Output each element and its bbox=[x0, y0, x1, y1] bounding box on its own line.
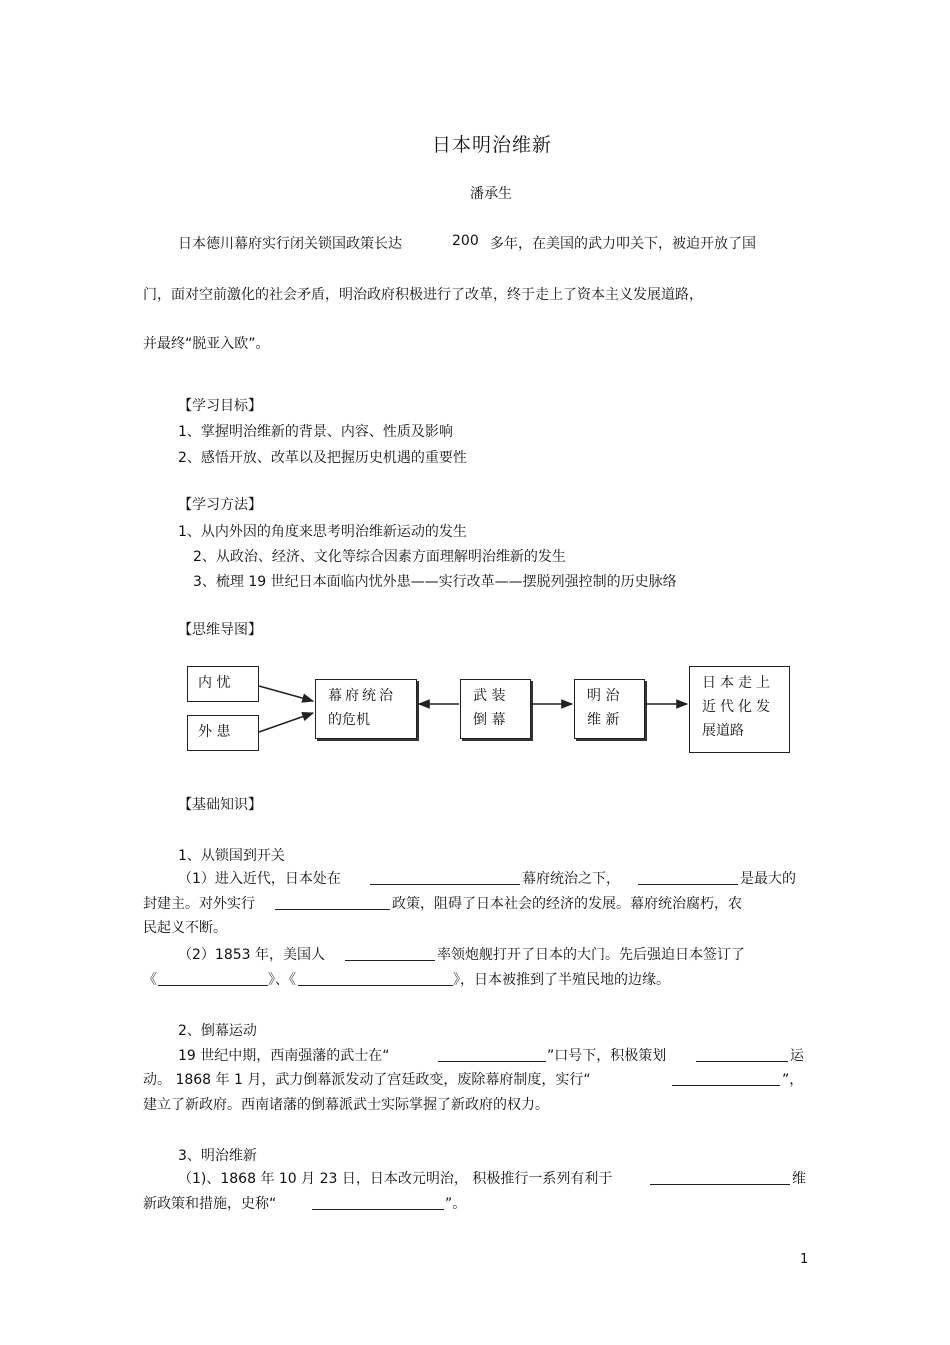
method-item-1: 1、从内外因的角度来思考明治维新运动的发生 bbox=[178, 524, 467, 540]
section-3-title: 3、明治维新 bbox=[178, 1148, 257, 1164]
mindmap-label: 的危机 bbox=[328, 712, 370, 728]
goals-heading: 【学习目标】 bbox=[178, 398, 262, 414]
fill-blank[interactable] bbox=[275, 895, 390, 910]
fill-blank[interactable] bbox=[312, 1195, 444, 1210]
mindmap-box-armed-overthrow bbox=[460, 679, 531, 739]
mindmap-label: 内 忧 bbox=[198, 675, 231, 691]
arrow-internal-to-crisis bbox=[259, 686, 313, 701]
section-2-title: 2、倒幕运动 bbox=[178, 1023, 257, 1039]
s2-p2-b: ”， bbox=[782, 1072, 804, 1088]
intro-line-2: 门，面对空前激化的社会矛盾，明治政府积极进行了改革，终于走上了资本主义发展道路， bbox=[143, 287, 703, 303]
method-item-2: 2、从政治、经济、文化等综合因素方面理解明治维新的发生 bbox=[193, 549, 566, 565]
s2-p1-b: ”口号下，积极策划 bbox=[547, 1048, 667, 1064]
intro-line-1b: 多年，在美国的武力叩关下，被迫开放了国 bbox=[490, 236, 756, 252]
mindmap-label: 外 患 bbox=[198, 724, 231, 740]
s2-p1-a: 19 世纪中期，西南强藩的武士在“ bbox=[178, 1048, 390, 1064]
fill-blank[interactable] bbox=[696, 1047, 788, 1062]
intro-line-1-number: 200 bbox=[452, 233, 479, 249]
fill-blank[interactable] bbox=[158, 971, 268, 986]
s3-p1-b: 维 bbox=[792, 1171, 806, 1187]
mindmap-box-shogunate-crisis bbox=[315, 679, 417, 739]
mindmap-label: 幕府统治 bbox=[328, 688, 396, 704]
mindmap-box-meiji-restoration bbox=[574, 679, 645, 739]
mindmap-label: 展道路 bbox=[702, 723, 744, 739]
s1-p2-c: 《 bbox=[143, 972, 157, 988]
fill-blank[interactable] bbox=[345, 946, 435, 961]
mindmap-label: 维 新 bbox=[587, 712, 620, 728]
s3-p1-a: （1)、1868 年 10 月 23 日，日本改元明治， 积极推行一系列有利于 bbox=[178, 1171, 613, 1187]
s1-p2-e: 》，日本被推到了半殖民地的边缘。 bbox=[453, 972, 670, 988]
section-1-title: 1、从锁国到开关 bbox=[178, 848, 285, 864]
author: 潘承生 bbox=[470, 186, 512, 202]
s1-p1-a: （1）进入近代，日本处在 bbox=[178, 871, 341, 887]
s1-p1-c: 是最大的 bbox=[740, 871, 796, 887]
s3-p2-b: ”。 bbox=[445, 1196, 467, 1212]
mindmap-label: 明 治 bbox=[587, 688, 620, 704]
s1-p1-e: 政策，阻碍了日本社会的经济的发展。幕府统治腐朽，农 bbox=[392, 896, 742, 912]
mindmap-box-external-threat bbox=[187, 715, 259, 751]
intro-line-1a: 日本德川幕府实行闭关锁国政策长达 bbox=[178, 236, 402, 252]
goal-item-2: 2、感悟开放、改革以及把握历史机遇的重要性 bbox=[178, 450, 467, 466]
method-item-3: 3、梳理 19 世纪日本面临内忧外患——实行改革——摆脱列强控制的历史脉络 bbox=[193, 574, 677, 590]
fill-blank[interactable] bbox=[438, 1047, 546, 1062]
basics-heading: 【基础知识】 bbox=[178, 797, 262, 813]
s1-p1-f: 民起义不断。 bbox=[143, 920, 227, 936]
mindmap-label: 武 装 bbox=[473, 688, 506, 704]
mindmap-label: 近代化发 bbox=[702, 699, 774, 715]
intro-line-3: 并最终“脱亚入欧”。 bbox=[143, 336, 270, 352]
s1-p1-b: 幕府统治之下， bbox=[522, 871, 620, 887]
s1-p2-a: （2）1853 年，美国人 bbox=[178, 947, 325, 963]
page-number: 1 bbox=[800, 1252, 809, 1267]
goal-item-1: 1、掌握明治维新的背景、内容、性质及影响 bbox=[178, 424, 453, 440]
s2-p3: 建立了新政府。西南诸藩的倒幕派武士实际掌握了新政府的权力。 bbox=[143, 1097, 549, 1113]
fill-blank[interactable] bbox=[638, 870, 738, 885]
mindmap-box-modernization bbox=[689, 666, 790, 753]
fill-blank[interactable] bbox=[672, 1071, 780, 1086]
fill-blank[interactable] bbox=[298, 971, 453, 986]
fill-blank[interactable] bbox=[650, 1170, 790, 1185]
methods-heading: 【学习方法】 bbox=[178, 497, 262, 513]
s2-p1-c: 运 bbox=[790, 1048, 804, 1064]
mindmap-label: 倒 幕 bbox=[473, 712, 506, 728]
arrow-external-to-crisis bbox=[259, 713, 313, 732]
s1-p2-b: 率领炮舰打开了日本的大门。先后强迫日本签订了 bbox=[437, 947, 745, 963]
document-title: 日本明治维新 bbox=[432, 134, 553, 156]
s1-p1-d: 封建主。对外实行 bbox=[143, 896, 255, 912]
mindmap-box-internal-trouble bbox=[187, 666, 259, 702]
s1-p2-d: 》、《 bbox=[268, 972, 296, 988]
s3-p2-a: 新政策和措施，史称“ bbox=[143, 1196, 277, 1212]
mindmap-label: 日本走上 bbox=[702, 675, 774, 691]
s2-p2-a: 动。 1868 年 1 月，武力倒幕派发动了宫廷政变，废除幕府制度，实行“ bbox=[143, 1072, 591, 1088]
mindmap-heading: 【思维导图】 bbox=[178, 622, 262, 638]
fill-blank[interactable] bbox=[370, 870, 520, 885]
